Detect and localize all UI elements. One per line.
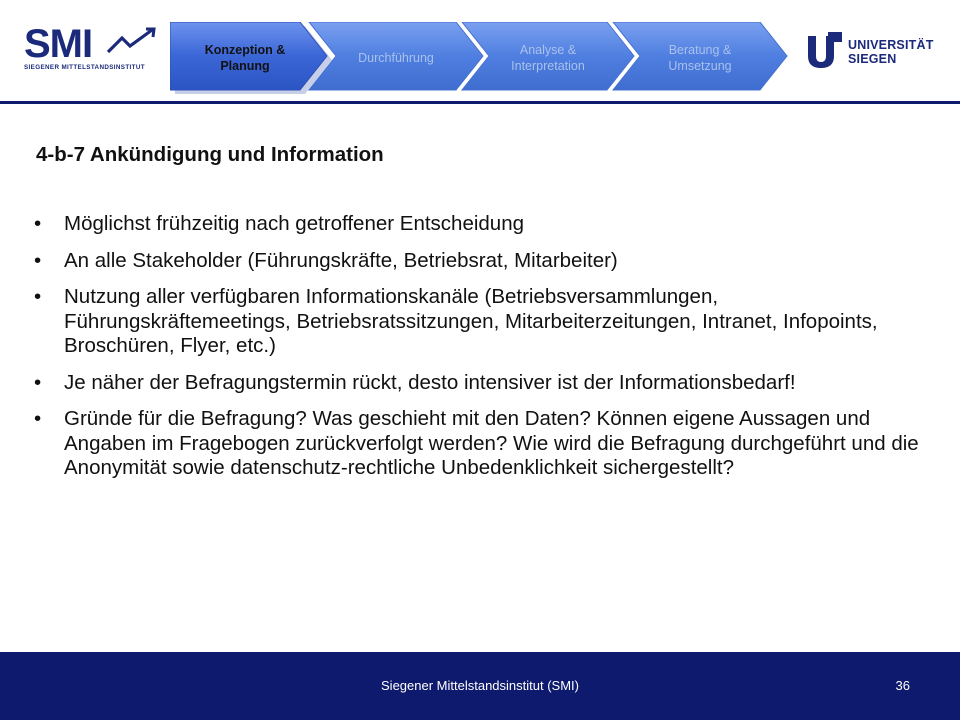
process-chevrons <box>170 22 790 94</box>
slide-footer <box>0 652 960 720</box>
university-logo <box>806 30 946 70</box>
smi-swoosh-icon <box>106 26 158 56</box>
bullet-text: Nutzung aller verfügbaren Informationskanäle (Betriebsversammlungen, Führungskräftemeetings, Betriebsratssitzungen, Mitarbeiterzeitungen, Intranet, Infopoints, Broschüren, Flyer, etc.) <box>64 285 878 357</box>
bullet-text: An alle Stakeholder (Führungskräfte, Betriebsrat, Mitarbeiter) <box>64 248 618 272</box>
process-step-beratung: Beratung & Umsetzung <box>668 43 732 73</box>
process-step-konzeption: Konzeption & Planung <box>204 43 286 73</box>
header-divider <box>0 101 960 104</box>
university-name <box>848 38 934 66</box>
bullet-item <box>34 212 944 237</box>
university-emblem-icon <box>806 30 844 70</box>
bullet-marker: • <box>34 370 42 394</box>
bullet-marker: • <box>34 248 42 272</box>
smi-logo-subtitle: SIEGENER MITTELSTANDSINSTITUT <box>24 64 145 71</box>
bullet-marker: • <box>34 212 42 235</box>
bullet-item <box>34 249 944 274</box>
process-step-durchfuehrung: Durchführung <box>358 51 434 65</box>
slide-header <box>0 0 960 104</box>
footer-organization: Siegener Mittelstandsinstitut (SMI) <box>381 678 579 693</box>
bullet-item <box>34 371 944 396</box>
bullet-item <box>34 407 944 481</box>
smi-logo <box>22 24 162 70</box>
university-name-line2: SIEGEN <box>848 52 897 66</box>
slide-title: 4-b-7 Ankündigung und Information <box>36 143 384 166</box>
smi-logo-text: SMI <box>24 22 93 66</box>
bullet-text: Möglichst frühzeitig nach getroffener Entscheidung <box>64 212 525 235</box>
bullet-marker: • <box>34 285 42 308</box>
bullet-text: Gründe für die Befragung? Was geschieht mit den Daten? Können eigene Aussagen und Angaben im Fragebogen zurückverfolgt werden? Wie wird die Befragung durchgeführt und die Anonymität sowie datenschutz-rechtliche Unbedenklichkeit sichergestellt? <box>64 407 919 479</box>
page-number: 36 <box>895 678 910 693</box>
bullet-text: Je näher der Befragungstermin rückt, desto intensiver ist der Informationsbedarf! <box>64 370 796 394</box>
university-name-line1: UNIVERSITÄT <box>848 38 934 52</box>
bullet-marker: • <box>34 407 42 430</box>
bullet-list <box>34 212 944 493</box>
process-step-analyse: Analyse & Interpretation <box>511 43 585 73</box>
bullet-item <box>34 285 944 359</box>
